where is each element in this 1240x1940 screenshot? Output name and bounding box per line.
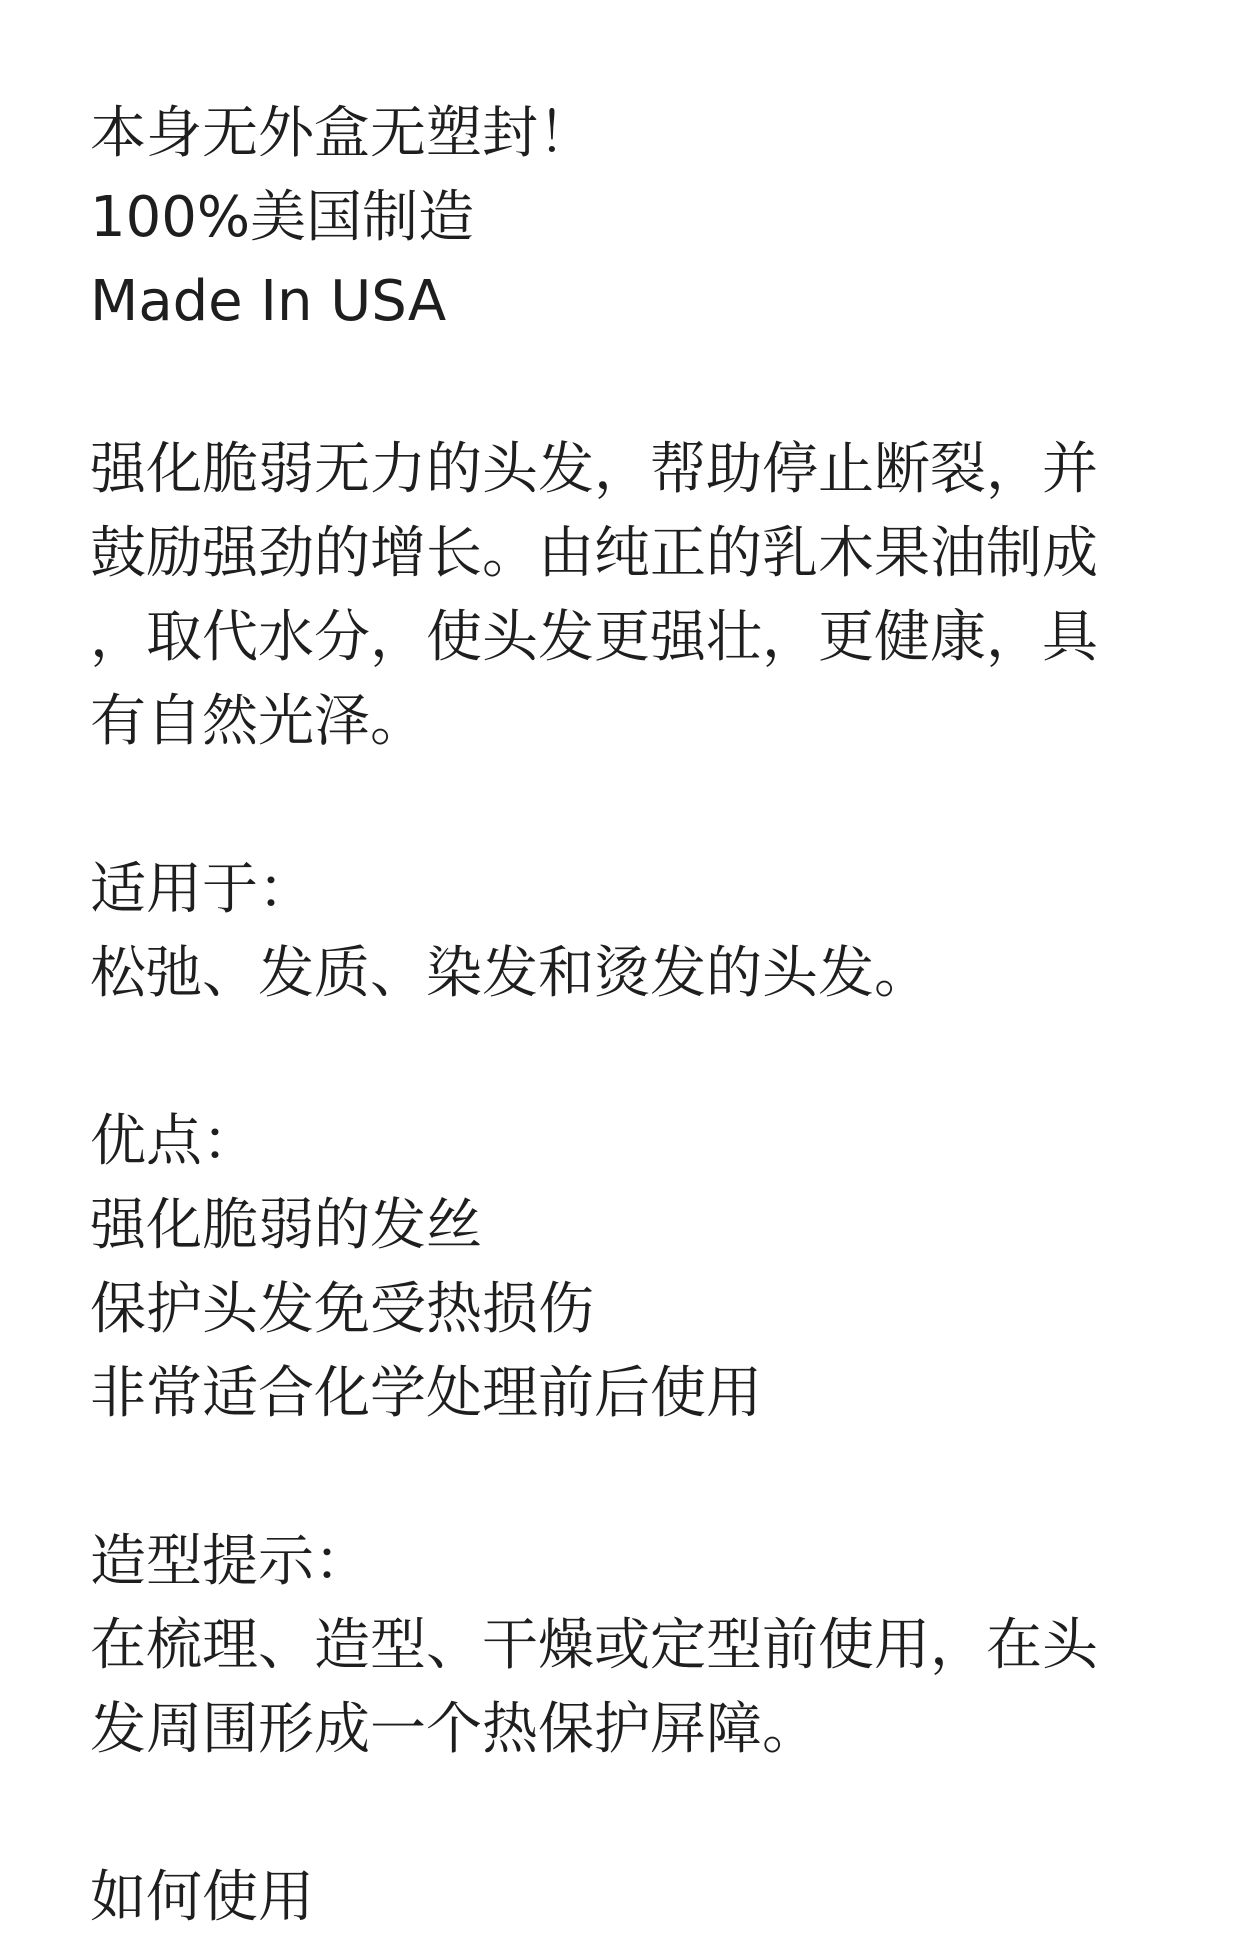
suitable-for-text: 松弛、发质、染发和烫发的头发。	[90, 941, 930, 1006]
suitable-for-heading: 适用于：	[90, 857, 314, 922]
description-line-2: 鼓励强劲的增长。由纯正的乳木果油制成	[90, 521, 1098, 586]
styling-tips-line-1: 在梳理、造型、干燥或定型前使用，在头	[90, 1613, 1098, 1678]
origin-chinese: 100%美国制造	[90, 185, 475, 250]
no-box-note: 本身无外盒无塑封！	[90, 101, 594, 166]
spacer	[90, 764, 1150, 848]
benefit-item: 保护头发免受热损伤	[90, 1277, 594, 1342]
benefits-heading: 优点：	[90, 1109, 258, 1174]
spacer	[90, 344, 1150, 428]
description-line-1: 强化脆弱无力的头发，帮助停止断裂，并	[90, 437, 1098, 502]
styling-tips-line-2: 发周围形成一个热保护屏障。	[90, 1697, 818, 1762]
description-line-3: ，取代水分，使头发更强壮，更健康，具	[90, 605, 1098, 670]
spacer	[90, 1436, 1150, 1520]
benefit-item: 非常适合化学处理前后使用	[90, 1361, 762, 1426]
how-to-use-heading: 如何使用	[90, 1865, 314, 1930]
spacer	[90, 1772, 1150, 1856]
benefit-item: 强化脆弱的发丝	[90, 1193, 482, 1258]
description-line-4: 有自然光泽。	[90, 689, 426, 754]
product-description	[90, 92, 1150, 1940]
spacer	[90, 1016, 1150, 1100]
origin-english: Made In USA	[90, 269, 447, 334]
styling-tips-heading: 造型提示：	[90, 1529, 370, 1594]
